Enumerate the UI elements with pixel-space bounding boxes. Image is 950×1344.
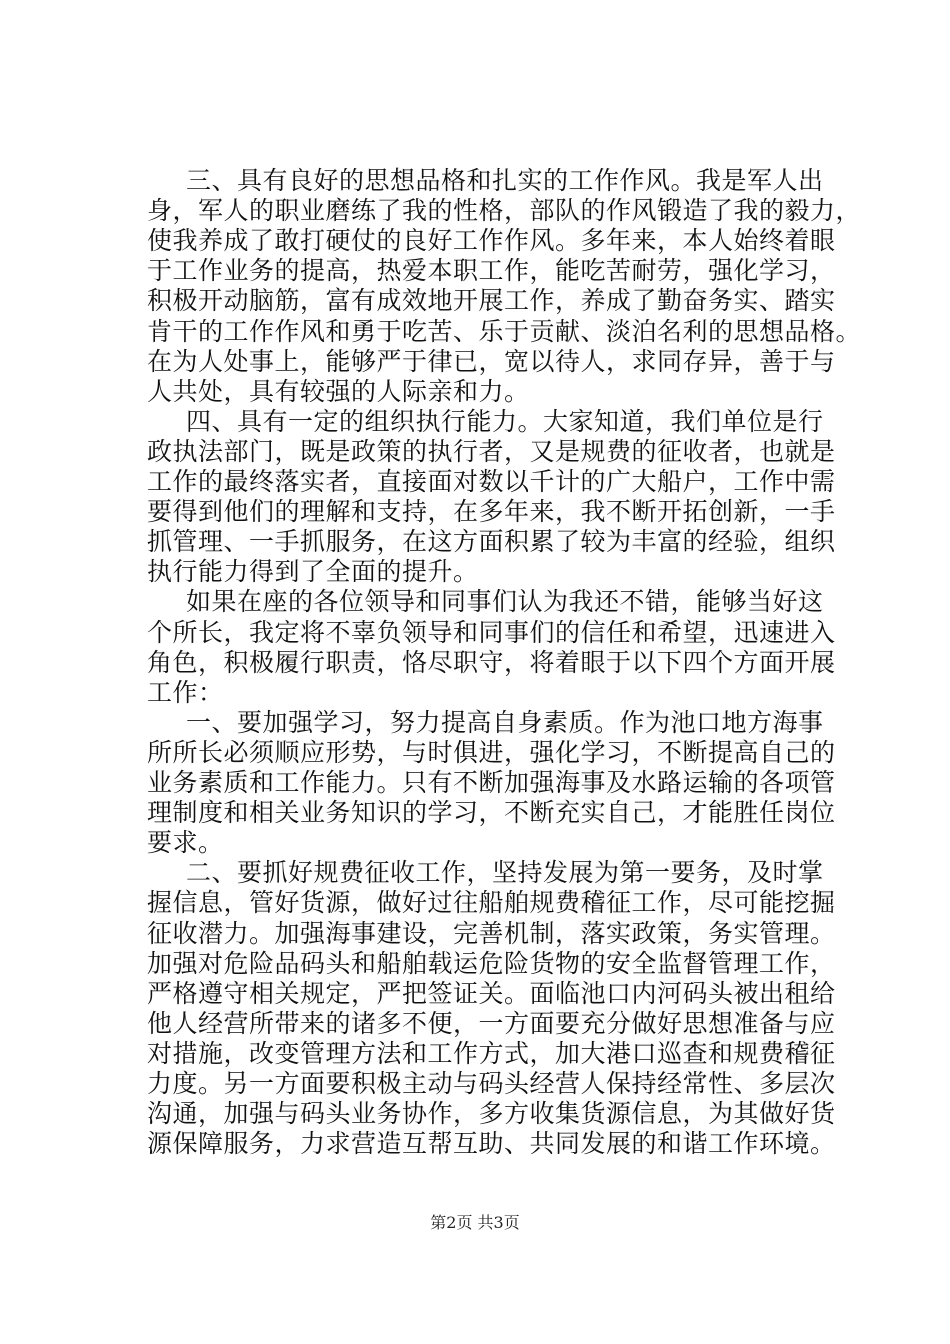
paragraph-line: 人共处，具有较强的人际亲和力。 [147,376,530,406]
paragraph-line: 使我养成了敢打硬仗的良好工作作风。多年来，本人始终着眼 [147,226,836,256]
paragraph-line: 于工作业务的提高，热爱本职工作，能吃苦耐劳，强化学习， [147,256,836,286]
paragraph-line: 肯干的工作作风和勇于吃苦、乐于贡献、淡泊名利的思想品格。 [147,316,862,346]
paragraph-line: 理制度和相关业务知识的学习，不断充实自己，才能胜任岗位 [147,798,836,828]
paragraph-line: 源保障服务，力求营造互帮互助、共同发展的和谐工作环境。 [147,1129,836,1159]
paragraph-line: 二、要抓好规费征收工作，坚持发展为第一要务，及时掌 [186,858,824,888]
paragraph-line: 三、具有良好的思想品格和扎实的工作作风。我是军人出 [186,166,824,195]
paragraph-line: 身，军人的职业磨练了我的性格，部队的作风锻造了我的毅力， [147,196,862,226]
paragraph-line: 抓管理、一手抓服务，在这方面积累了较为丰富的经验，组织 [147,527,836,557]
paragraph-line: 严格遵守相关规定，严把签证关。面临池口内河码头被出租给 [147,978,836,1008]
paragraph-line: 沟通，加强与码头业务协作，多方收集货源信息，为其做好货 [147,1099,836,1129]
paragraph-line: 所所长必须顺应形势，与时俱进，强化学习，不断提高自己的 [147,737,836,767]
paragraph-line: 加强对危险品码头和船舶载运危险货物的安全监督管理工作， [147,948,836,978]
paragraph-line: 工作： [147,677,224,707]
paragraph-line: 要得到他们的理解和支持，在多年来，我不断开拓创新，一手 [147,497,836,527]
paragraph-line: 一、要加强学习，努力提高自身素质。作为池口地方海事 [186,707,824,737]
paragraph-line: 四、具有一定的组织执行能力。大家知道，我们单位是行 [186,406,824,436]
paragraph-line: 角色，积极履行职责，恪尽职守，将着眼于以下四个方面开展 [147,647,836,677]
paragraph-line: 要求。 [147,828,224,858]
paragraph-line: 执行能力得到了全面的提升。 [147,557,479,587]
paragraph-line: 个所长，我定将不辜负领导和同事们的信任和希望，迅速进入 [147,617,836,647]
paragraph-line: 积极开动脑筋，富有成效地开展工作，养成了勤奋务实、踏实 [147,286,836,316]
paragraph-line: 征收潜力。加强海事建设，完善机制，落实政策，务实管理。 [147,918,836,948]
page-number-footer: 第2页 共3页 [430,1213,520,1232]
paragraph-line: 在为人处事上，能够严于律已，宽以待人，求同存异，善于与 [147,346,836,376]
paragraph-line: 工作的最终落实者，直接面对数以千计的广大船户，工作中需 [147,467,836,496]
paragraph-line: 政执法部门，既是政策的执行者，又是规费的征收者，也就是 [147,436,836,466]
paragraph-line: 如果在座的各位领导和同事们认为我还不错，能够当好这 [186,587,824,617]
paragraph-line: 握信息，管好货源，做好过往船舶规费稽征工作，尽可能挖掘 [147,888,836,918]
paragraph-line: 他人经营所带来的诸多不便，一方面要充分做好思想准备与应 [147,1008,836,1038]
paragraph-line: 对措施，改变管理方法和工作方式，加大港口巡查和规费稽征 [147,1038,836,1068]
paragraph-line: 力度。另一方面要积极主动与码头经营人保持经常性、多层次 [147,1069,836,1098]
paragraph-line: 业务素质和工作能力。只有不断加强海事及水路运输的各项管 [147,768,836,797]
